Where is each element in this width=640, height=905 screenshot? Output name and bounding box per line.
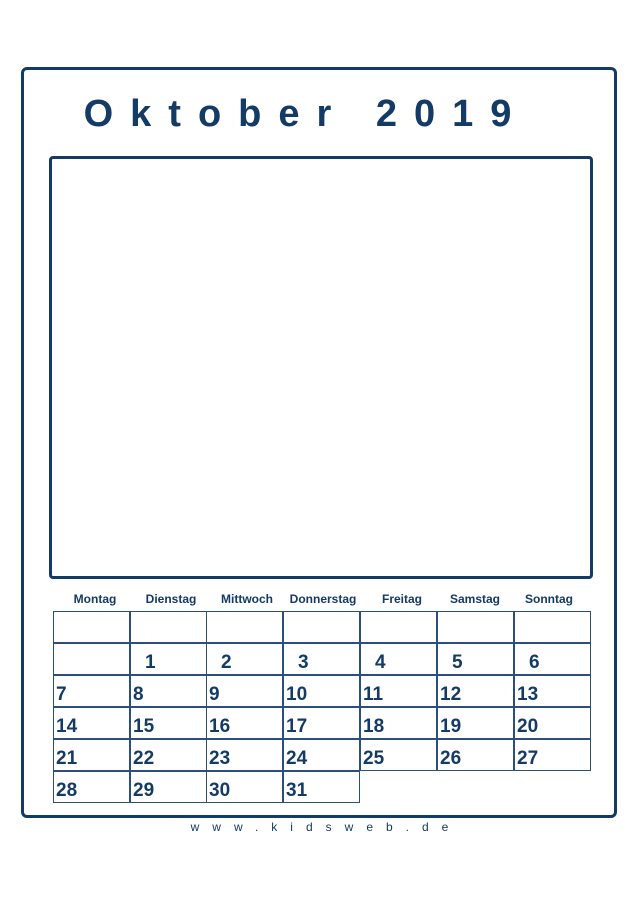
footer-url: www.kidsweb.de	[190, 820, 462, 834]
day-number: 8	[133, 684, 144, 705]
day-cell	[360, 643, 437, 675]
day-number: 20	[517, 716, 539, 737]
day-cell	[206, 643, 283, 675]
day-cell	[283, 675, 360, 707]
day-cell	[514, 739, 591, 771]
day-number: 5	[452, 652, 463, 673]
day-number: 10	[286, 684, 308, 705]
day-cell	[283, 707, 360, 739]
day-number: 12	[440, 684, 462, 705]
day-cell	[206, 707, 283, 739]
day-number: 14	[56, 716, 78, 737]
day-cell	[283, 771, 360, 803]
day-cell	[283, 739, 360, 771]
day-number: 16	[209, 716, 231, 737]
day-number: 19	[440, 716, 462, 737]
calendar-title: Oktober 2019	[83, 93, 529, 135]
day-cell	[514, 611, 591, 643]
day-number: 13	[517, 684, 539, 705]
day-cell	[514, 643, 591, 675]
day-cell	[53, 771, 130, 803]
day-number: 29	[133, 780, 155, 801]
day-cell	[437, 675, 514, 707]
day-cell	[53, 675, 130, 707]
day-cell	[437, 643, 514, 675]
day-number: 3	[298, 652, 309, 673]
day-number: 21	[56, 748, 78, 769]
day-number: 31	[286, 780, 308, 801]
day-cell	[206, 739, 283, 771]
day-number: 25	[363, 748, 385, 769]
photo-placeholder	[49, 156, 593, 579]
day-number: 6	[529, 652, 540, 673]
day-number: 1	[145, 652, 156, 673]
day-cell	[130, 707, 207, 739]
day-cell	[53, 611, 130, 643]
day-cell	[130, 611, 207, 643]
weekday-thursday: Donnerstag	[289, 592, 357, 606]
day-number: 24	[286, 748, 308, 769]
day-cell	[514, 675, 591, 707]
weekday-friday: Freitag	[381, 592, 422, 606]
day-cell	[130, 771, 207, 803]
day-number: 15	[133, 716, 155, 737]
day-cell	[360, 611, 437, 643]
weekday-tuesday: Dienstag	[145, 592, 197, 606]
day-number: 11	[363, 684, 384, 705]
day-number: 27	[517, 748, 539, 769]
day-number: 9	[209, 684, 220, 705]
day-number: 22	[133, 748, 155, 769]
day-number: 4	[375, 652, 386, 673]
day-number: 18	[363, 716, 385, 737]
day-cell	[53, 643, 130, 675]
day-cell	[130, 739, 207, 771]
day-cell	[53, 739, 130, 771]
day-number: 30	[209, 780, 231, 801]
day-cell	[437, 739, 514, 771]
weekday-sunday: Sonntag	[525, 592, 573, 606]
day-cell	[206, 675, 283, 707]
day-number: 26	[440, 748, 462, 769]
day-number: 7	[56, 684, 67, 705]
day-cell	[206, 771, 283, 803]
day-cell	[283, 611, 360, 643]
day-cell	[360, 675, 437, 707]
day-cell	[130, 675, 207, 707]
day-number: 23	[209, 748, 231, 769]
weekday-wednesday: Mittwoch	[221, 592, 273, 606]
day-number: 17	[286, 716, 308, 737]
day-cell	[206, 611, 283, 643]
day-cell	[360, 707, 437, 739]
day-cell	[130, 643, 207, 675]
day-cell	[437, 611, 514, 643]
weekday-saturday: Samstag	[449, 592, 501, 606]
weekday-monday: Montag	[73, 592, 117, 606]
day-number: 28	[56, 780, 78, 801]
day-cell	[437, 707, 514, 739]
day-cell	[283, 643, 360, 675]
day-number: 2	[221, 652, 232, 673]
day-cell	[53, 707, 130, 739]
day-cell	[360, 739, 437, 771]
day-cell	[514, 707, 591, 739]
weekday-header-row	[53, 592, 592, 610]
